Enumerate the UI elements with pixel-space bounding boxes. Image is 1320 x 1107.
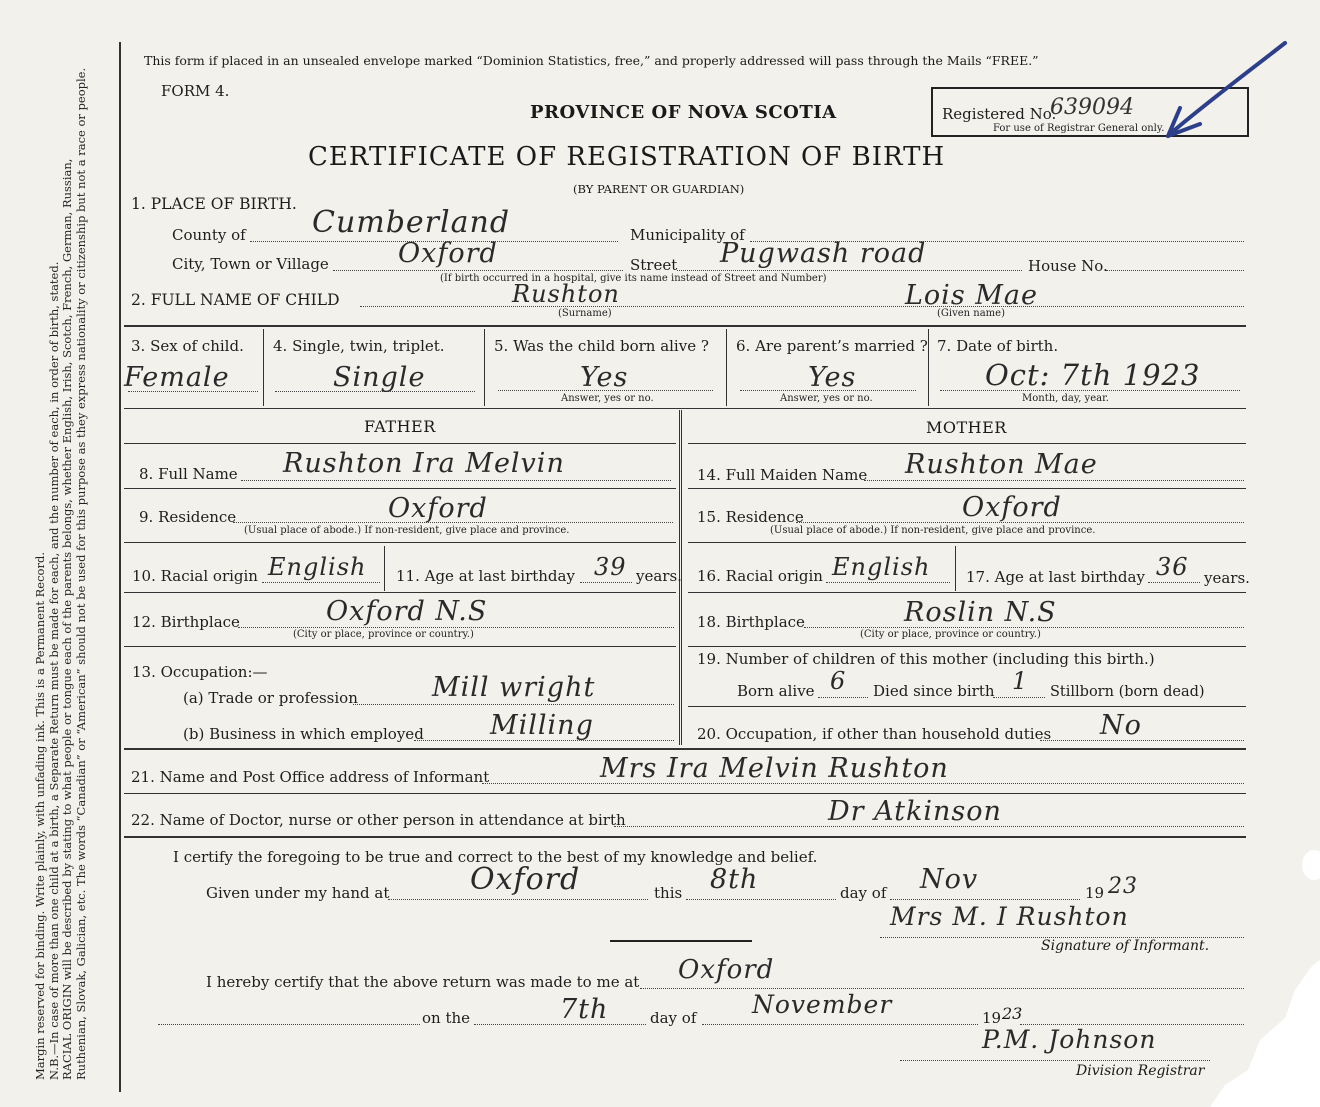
father-age-years: years. (636, 567, 682, 585)
mother-residence-caption: (Usual place of abode.) If non-resident, give place and province. (770, 525, 1096, 536)
given-month-value: Nov (920, 864, 979, 895)
died-since-birth-value: 1 (1012, 667, 1029, 695)
margin-rule (119, 42, 121, 1092)
father-birthplace-label: 12. Birthplace (132, 613, 240, 631)
registered-label: Registered No. (942, 105, 1057, 123)
mother-name-label: 14. Full Maiden Name (697, 466, 868, 484)
mother-occupation-value: No (1100, 710, 1142, 741)
father-business-label: (b) Business in which employed (183, 725, 424, 743)
mail-notice: This form if placed in an unsealed envelope marked “Dominion Statistics, free,” and properly addressed will pass through the Mails “FREE.” (144, 53, 1039, 68)
father-trade-label: (a) Trade or profession (183, 689, 358, 707)
registrar-day-value: 7th (560, 994, 609, 1025)
punch-hole-icon (1296, 848, 1320, 882)
mother-birthplace-caption: (City or place, province or country.) (860, 629, 1041, 640)
plurality-value: Single (333, 362, 426, 393)
given-name-caption: (Given name) (937, 308, 1005, 319)
mother-racial-origin-value: English (832, 553, 931, 581)
mother-racial-origin-label: 16. Racial origin (697, 567, 823, 585)
father-residence-caption: (Usual place of abode.) If non-resident, give place and province. (244, 525, 570, 536)
registered-number: 639094 (1050, 95, 1134, 120)
registrar-day-of-label: day of (650, 1009, 697, 1027)
date-of-birth-value: Oct: 7th 1923 (985, 358, 1201, 392)
registrar-caption: Division Registrar (1076, 1063, 1205, 1079)
mother-birthplace-value: Roslin N.S (904, 597, 1057, 628)
torn-edge-icon (1200, 960, 1320, 1107)
informant-label: 21. Name and Post Office address of Informant (131, 768, 490, 786)
municipality-label: Municipality of (630, 226, 745, 244)
born-alive-value: Yes (580, 362, 629, 393)
informant-signature: Mrs M. I Rushton (890, 902, 1129, 931)
father-heading: FATHER (364, 417, 436, 436)
mother-residence-label: 15. Residence (697, 508, 804, 526)
margin-note-multiple-births: N.B.—In case of more than one child at a birth, a Separate Return must be made for each, and the number of each, in order of birth, stated. (46, 261, 61, 1080)
father-birthplace-caption: (City or place, province or country.) (293, 629, 474, 640)
registrar-place-value: Oxford (678, 955, 775, 985)
date-of-birth-label: 7. Date of birth. (937, 337, 1059, 355)
given-year-suffix: 23 (1108, 874, 1138, 899)
margin-note-racial-origin-cont: Ruthenian, Slovak, Galician, etc. The words “Canadian” or “American” should not be used for this purpose as they express nationality or citizenship but not a race or people. (73, 67, 88, 1080)
registrar-signature: P.M. Johnson (982, 1025, 1157, 1054)
given-year-prefix: 19 (1085, 884, 1105, 902)
mother-age-label: 17. Age at last birthday (966, 568, 1145, 586)
stillborn-label: Stillborn (born dead) (1050, 684, 1205, 700)
on-the-label: on the (422, 1009, 471, 1027)
father-age-value: 39 (594, 553, 627, 581)
given-at-value: Oxford (470, 862, 581, 897)
sex-label: 3. Sex of child. (131, 337, 244, 355)
mother-birthplace-label: 18. Birthplace (697, 613, 805, 631)
sex-value: Female (124, 362, 230, 393)
registrar-month-value: November (752, 990, 893, 1019)
margin-notes (34, 40, 88, 1080)
street-label: Street (630, 256, 678, 274)
mother-heading: MOTHER (926, 418, 1007, 437)
father-racial-origin-label: 10. Racial origin (132, 567, 258, 585)
mother-residence-value: Oxford (962, 492, 1062, 523)
father-birthplace-value: Oxford N.S (326, 596, 488, 627)
registrar-year-suffix: 23 (1002, 1004, 1023, 1023)
father-trade-value: Mill wright (432, 672, 596, 703)
parents-married-label: 6. Are parent’s married ? (736, 337, 928, 355)
this-label: this (654, 884, 683, 902)
registrar-statement: I hereby certify that the above return was made to me at (206, 973, 640, 991)
mother-occupation-label: 20. Occupation, if other than household duties (697, 725, 1052, 743)
check-mark-icon (1160, 38, 1290, 148)
doctor-label: 22. Name of Doctor, nurse or other person in attendance at birth (131, 811, 626, 829)
margin-note-racial-origin: RACIAL ORIGIN will be described by stating to what people or tongue each of the parents belongs, whether English, Irish, Scotch, French, German, Russian, (60, 158, 75, 1080)
street-value: Pugwash road (720, 238, 927, 269)
mother-age-years: years. (1204, 569, 1250, 587)
father-name-label: 8. Full Name (139, 465, 238, 483)
mother-children-label: 19. Number of children of this mother (including this birth.) (697, 650, 1155, 668)
margin-note-binding: Margin reserved for binding. Write plainly, with unfading ink. This is a Permanent Record. (33, 552, 47, 1080)
born-alive-caption: Answer, yes or no. (561, 393, 654, 404)
plurality-label: 4. Single, twin, triplet. (273, 337, 445, 355)
father-racial-origin-value: English (268, 553, 367, 581)
place-of-birth-heading: 1. PLACE OF BIRTH. (131, 195, 297, 213)
date-of-birth-caption: Month, day, year. (1022, 393, 1109, 404)
father-age-label: 11. Age at last birthday (396, 567, 575, 585)
informant-value: Mrs Ira Melvin Rushton (600, 753, 949, 784)
house-number-label: House No. (1028, 257, 1108, 275)
mother-age-value: 36 (1156, 553, 1189, 581)
form-number: FORM 4. (161, 82, 230, 100)
father-residence-label: 9. Residence (139, 508, 237, 526)
born-alive-label: 5. Was the child born alive ? (494, 337, 709, 355)
province-heading: PROVINCE OF NOVA SCOTIA (530, 102, 837, 123)
parents-married-value: Yes (808, 362, 857, 393)
given-at-label: Given under my hand at (206, 884, 390, 902)
informant-signature-caption: Signature of Informant. (1041, 938, 1210, 954)
father-name-value: Rushton Ira Melvin (283, 448, 565, 479)
father-occupation-label: 13. Occupation:— (132, 663, 268, 681)
child-surname-value: Rushton (512, 280, 620, 308)
page-title: CERTIFICATE OF REGISTRATION OF BIRTH (308, 142, 946, 172)
city-value: Oxford (398, 238, 498, 269)
registrar-year-prefix: 19 (982, 1009, 1002, 1027)
page-subtitle: (BY PARENT OR GUARDIAN) (573, 182, 745, 196)
day-of-label: day of (840, 884, 887, 902)
this-day-value: 8th (710, 864, 759, 895)
father-residence-value: Oxford (388, 493, 488, 524)
child-given-name-value: Lois Mae (905, 280, 1038, 311)
doctor-value: Dr Atkinson (828, 796, 1002, 827)
county-value: Cumberland (312, 205, 511, 240)
parents-married-caption: Answer, yes or no. (780, 393, 873, 404)
child-name-label: 2. FULL NAME OF CHILD (131, 291, 340, 309)
born-alive-count-label: Born alive (737, 682, 815, 700)
mother-name-value: Rushton Mae (905, 449, 1098, 480)
died-since-birth-label: Died since birth (873, 682, 995, 700)
city-label: City, Town or Village (172, 255, 329, 273)
certification-statement: I certify the foregoing to be true and correct to the best of my knowledge and belief. (173, 848, 818, 866)
county-label: County of (172, 226, 246, 244)
hospital-note: (If birth occurred in a hospital, give its name instead of Street and Number) (440, 273, 827, 284)
born-alive-count-value: 6 (830, 667, 847, 695)
registrar-use-note: For use of Registrar General only. (993, 123, 1165, 134)
surname-caption: (Surname) (558, 308, 612, 319)
father-business-value: Milling (490, 710, 594, 741)
